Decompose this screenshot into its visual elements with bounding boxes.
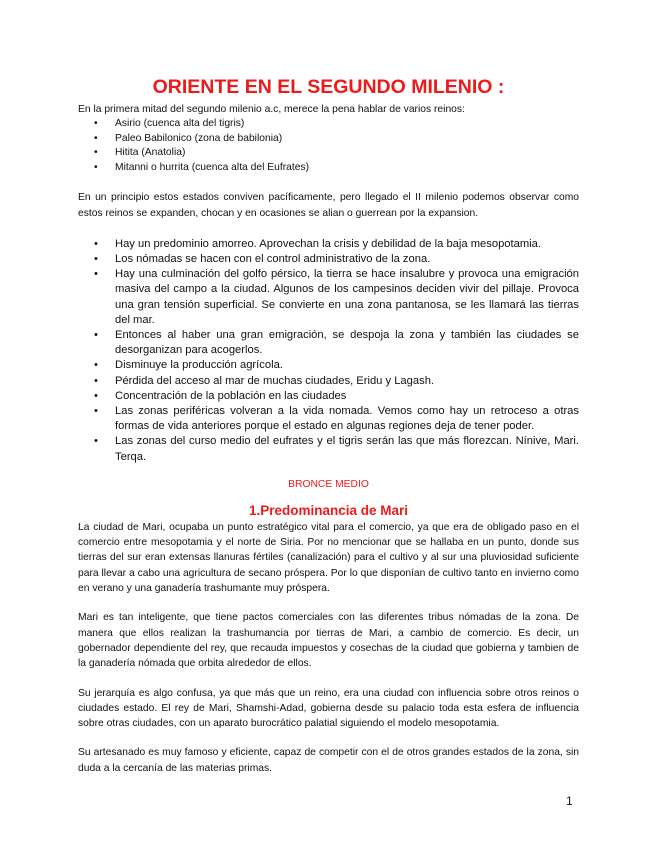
- body-paragraph: Su jerarquía es algo confusa, ya que más que un reino, era una ciudad con influencia sobre otros reinos o ciudades estado. El rey de Mari, Shamshi-Adad, gobierna desde su palacio toda esta esfera de influencia sobre otras ciudades, con un aparato burocrático palatial siguiendo el modelo mesopotamia.: [78, 687, 579, 730]
- page-number: 1: [566, 794, 573, 808]
- expansion-paragraph: En un principio estos estados conviven pacíficamente, pero llegado el II milenio podemos observar como estos reinos se expanden, chocan y en ocasiones se alian o guerrean por la expansion.: [78, 191, 579, 220]
- intro-text: En la primera mitad del segundo milenio a.c, merece la pena hablar de varios reinos:: [78, 104, 465, 115]
- page-title: ORIENTE EN EL SEGUNDO MILENIO :: [152, 76, 505, 98]
- list-item: • Los nómadas se hacen con el control administrativo de la zona.: [78, 252, 579, 267]
- kingdom-list: [78, 117, 579, 176]
- list-item: • Entonces al haber una gran emigración, se despoja la zona y también las ciudades se desorganizan para acogerlos.: [78, 328, 579, 358]
- list-item: • Disminuye la producción agrícola.: [78, 358, 579, 373]
- section-title: 1.Predominancia de Mari: [248, 502, 409, 518]
- list-item: • Mitanni o hurrita (cuenca alta del Eufrates): [78, 161, 579, 176]
- list-item: • Las zonas del curso medio del eufrates y el tigris serán las que más florezcan. Nínive, Mari. Terqa.: [78, 434, 579, 464]
- list-item: • Las zonas periféricas volveran a la vida nomada. Vemos como hay un retroceso a otras formas de vida anteriores porque el estado en algunas regiones deja de tener poder.: [78, 404, 579, 434]
- section-label: BRONCE MEDIO: [288, 478, 369, 490]
- body-paragraph: La ciudad de Mari, ocupaba un punto estratégico vital para el comercio, ya que era de obligado paso en el comercio entre mesopotamia y el norte de Siria. Por no mencionar que se hallaba en un punto, donde sus tierras del sur eran extensas llanuras fértiles (canalización) para el cultivo y al sur una pluviosidad suficiente para llevar a cabo una agricultura de secano próspera. Por lo que disponían de cultivo tanto en invierno como en verano y una ganadería trashumante muy próspera.: [78, 521, 579, 595]
- list-item: • Paleo Babilonico (zona de babilonia): [78, 132, 579, 147]
- list-item: • Hay un predominio amorreo. Aprovechan la crisis y debilidad de la baja mesopotamia.: [78, 237, 579, 252]
- body-paragraph: Mari es tan inteligente, que tiene pactos comerciales con las diferentes tribus nómadas de la zona. De manera que ellos realizan la trashumancia por tierras de Mari, a cambio de comercio. Es decir, un gobernador dependiente del rey, que recauda impuestos y cosechas de la ciudad que gobierna y tambien de la ganadería nómada que orbita alrededor de ellos.: [78, 612, 579, 670]
- list-item: • Asirio (cuenca alta del tigris): [78, 117, 579, 132]
- list-item: • Concentración de la población en las ciudades: [78, 389, 579, 404]
- body-paragraph: Su artesanado es muy famoso y eficiente, capaz de competir con el de otros grandes estados de la zona, sin duda a la cercanía de las materias primas.: [78, 747, 579, 774]
- list-item: • Hitita (Anatolia): [78, 146, 579, 161]
- events-list: [78, 237, 579, 465]
- document-page: [78, 74, 579, 776]
- list-item: • Pérdida del acceso al mar de muchas ciudades, Eridu y Lagash.: [78, 374, 579, 389]
- list-item: • Hay una culminación del golfo pérsico, la tierra se hace insalubre y provoca una emigración masiva del campo a la ciudad. Algunos de los campesinos deciden vivir del pillaje. Provoca una gran tensión superficial. Se convierte en una zona pantanosa, se les llamará las tierras del mar.: [78, 267, 579, 328]
